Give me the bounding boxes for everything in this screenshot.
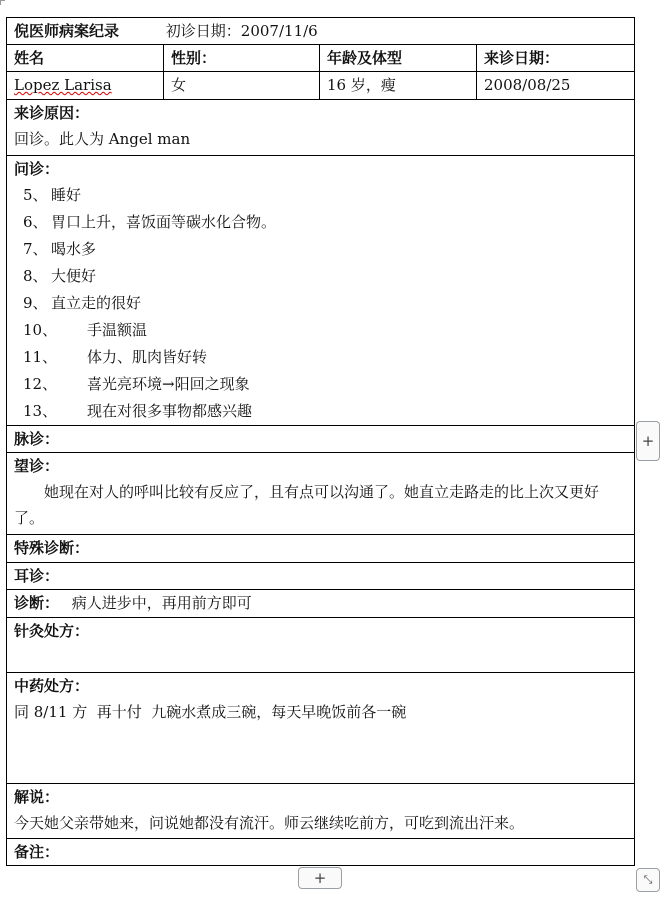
diagnosis-row	[7, 590, 635, 618]
inquiry-item-text: 胃口上升，喜饭面等碳水化合物。	[51, 213, 277, 231]
inquiry-item	[23, 236, 627, 263]
patient-label-row	[7, 45, 635, 72]
herbal-label: 中药处方：	[14, 677, 90, 695]
ear-label: 耳诊：	[14, 567, 60, 585]
inquiry-list	[14, 182, 627, 425]
herbal-row	[7, 673, 635, 784]
inquiry-item-number: 5、	[23, 186, 48, 204]
notes-cell[interactable]	[7, 839, 635, 866]
inquiry-item-number: 10、	[23, 321, 58, 339]
reason-cell[interactable]	[7, 100, 635, 156]
explanation-text: 今天她父亲带她来，问说她都没有流汗。师云继续吃前方，可吃到流出汗来。	[14, 814, 525, 832]
inquiry-item	[23, 371, 627, 398]
gender-label: 性别：	[164, 45, 320, 72]
inquiry-item-text: 直立走的很好	[51, 294, 142, 312]
ear-row	[7, 563, 635, 590]
inquiry-row	[7, 156, 635, 426]
inquiry-item-text: 大便好	[51, 267, 97, 285]
first-visit-date: 初诊日期：2007/11/6	[165, 22, 318, 40]
header-row	[7, 18, 635, 45]
observation-cell[interactable]	[7, 453, 635, 535]
inquiry-item	[23, 290, 627, 317]
inquiry-item-text: 喝水多	[51, 240, 97, 258]
name-label: 姓名	[7, 45, 164, 72]
pulse-row	[7, 426, 635, 453]
inquiry-cell[interactable]	[7, 156, 635, 426]
plus-icon: +	[641, 432, 655, 450]
explanation-row	[7, 784, 635, 839]
diagnosis-cell[interactable]	[7, 590, 635, 618]
ear-cell[interactable]	[7, 563, 635, 590]
resize-icon: ⤡	[643, 873, 653, 886]
inquiry-item-text: 睡好	[51, 186, 82, 204]
inquiry-item	[23, 344, 627, 371]
plus-icon: +	[313, 869, 327, 887]
resize-table-button[interactable]	[636, 868, 660, 892]
inquiry-item-number: 6、	[23, 213, 48, 231]
inquiry-item	[23, 209, 627, 236]
visit-date-label: 来诊日期：	[477, 45, 635, 72]
add-column-button[interactable]	[636, 421, 660, 461]
inquiry-item	[23, 398, 627, 425]
observation-label: 望诊：	[14, 457, 60, 475]
inquiry-item-number: 11、	[23, 348, 58, 366]
reason-label: 来诊原因：	[14, 104, 90, 122]
observation-text: 她现在对人的呼叫比较有反应了，且有点可以沟通了。她直立走路走的比上次又更好了。	[14, 483, 600, 527]
acupuncture-row	[7, 618, 635, 673]
inquiry-item-number: 9、	[23, 294, 48, 312]
acupuncture-label: 针灸处方：	[14, 622, 90, 640]
age-label: 年龄及体型	[320, 45, 477, 72]
special-diagnosis-cell[interactable]	[7, 535, 635, 563]
inquiry-item-number: 13、	[23, 402, 58, 420]
notes-row	[7, 839, 635, 866]
acupuncture-cell[interactable]	[7, 618, 635, 673]
record-title: 倪医师病案纪录	[14, 22, 120, 40]
pulse-label: 脉诊：	[14, 430, 60, 448]
special-diagnosis-label: 特殊诊断：	[14, 539, 90, 557]
reason-text: 回诊。此人为 Angel man	[14, 130, 191, 148]
inquiry-item-number: 7、	[23, 240, 48, 258]
diagnosis-label: 诊断：	[14, 594, 60, 612]
patient-value-row	[7, 72, 635, 100]
patient-gender[interactable]: 女	[164, 72, 320, 100]
herbal-cell[interactable]	[7, 673, 635, 784]
reason-row	[7, 100, 635, 156]
add-row-button[interactable]	[298, 867, 342, 889]
pulse-cell[interactable]	[7, 426, 635, 453]
inquiry-item	[23, 182, 627, 209]
explanation-cell[interactable]	[7, 784, 635, 839]
inquiry-item-number: 12、	[23, 375, 58, 393]
inquiry-item-text: 体力、肌肉皆好转	[87, 348, 208, 366]
inquiry-item-text: 现在对很多事物都感兴趣	[87, 402, 253, 420]
patient-visit-date[interactable]: 2008/08/25	[477, 72, 635, 100]
medical-record-table	[6, 17, 635, 866]
inquiry-item	[23, 263, 627, 290]
explanation-label: 解说：	[14, 788, 60, 806]
herbal-text: 同 8/11 方 再十付 九碗水煮成三碗，每天早晚饭前各一碗	[14, 703, 407, 721]
inquiry-item-text: 喜光亮环境→阳回之现象	[87, 375, 250, 393]
patient-name-cell[interactable]	[7, 72, 164, 100]
inquiry-label: 问诊：	[14, 160, 60, 178]
diagnosis-text: 病人进步中，再用前方即可	[71, 594, 252, 612]
page-corner-mark	[0, 0, 5, 5]
notes-label: 备注：	[14, 843, 60, 861]
inquiry-item-text: 手温额温	[87, 321, 148, 339]
patient-name: Lopez Larisa	[14, 76, 112, 94]
inquiry-item	[23, 317, 627, 344]
patient-age[interactable]: 16 岁，瘦	[320, 72, 477, 100]
inquiry-item-number: 8、	[23, 267, 48, 285]
observation-row	[7, 453, 635, 535]
special-diagnosis-row	[7, 535, 635, 563]
